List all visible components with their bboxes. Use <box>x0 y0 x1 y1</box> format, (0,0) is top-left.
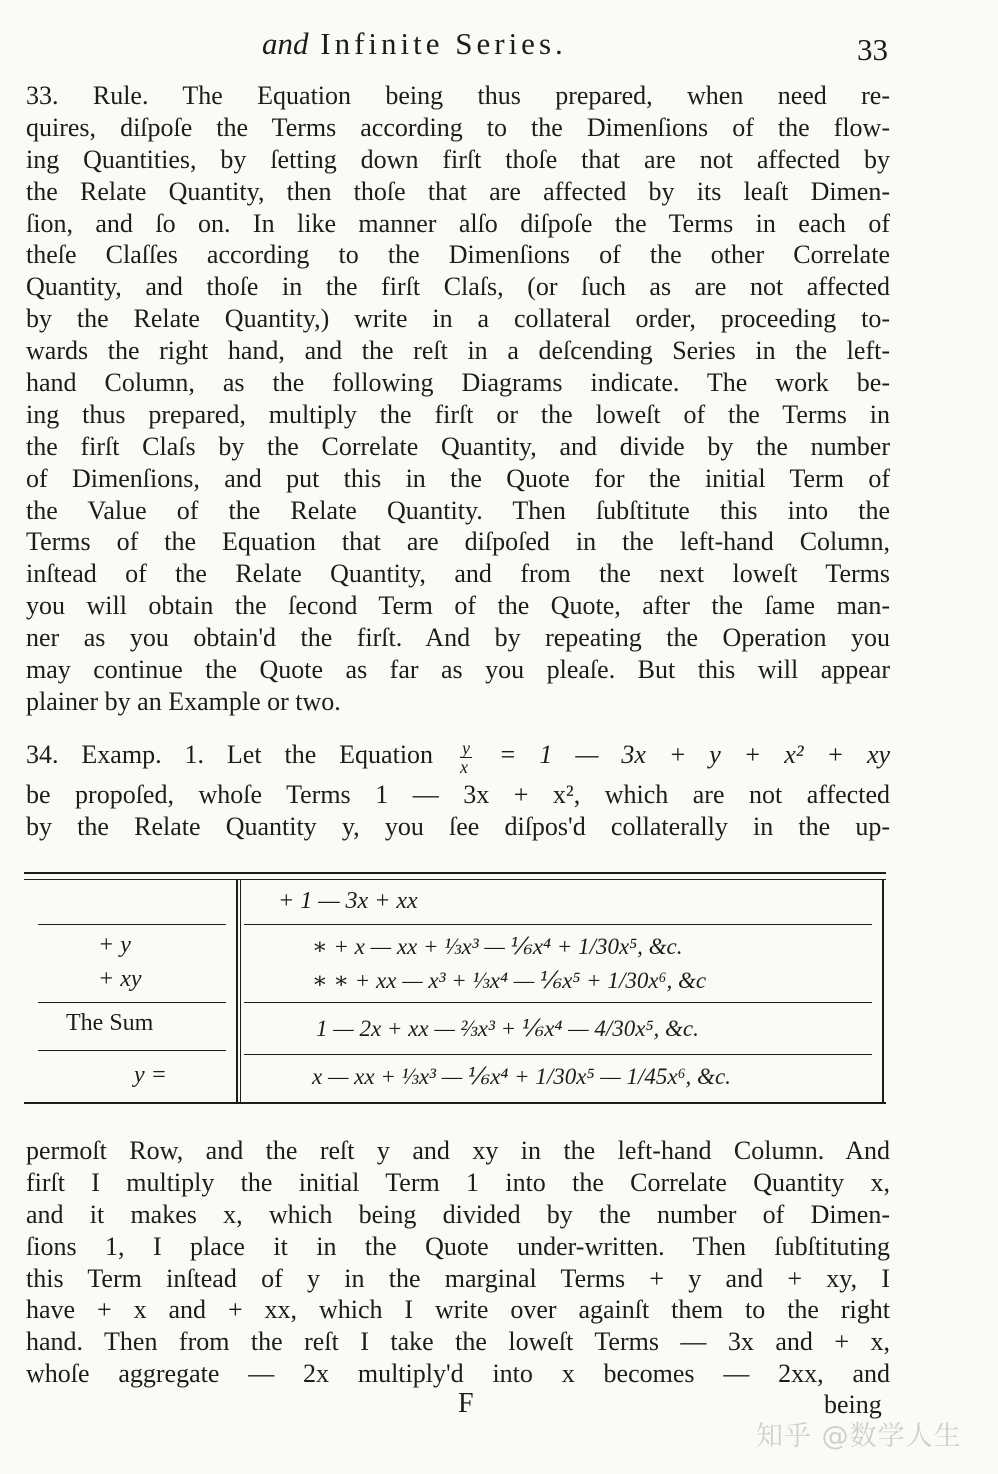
text-line: the Value of the Relate Quantity. Then ſubſtitute this into the <box>26 495 890 525</box>
watermark: 知乎 @数学人生 <box>756 1421 962 1452</box>
text-line: quires, diſpoſe the Terms according to the Dimenſions of the flow- <box>26 112 890 142</box>
text-line: of Dimenſions, and put this in the Quote for the initial Term of <box>26 463 890 493</box>
left-term-xy: + xy <box>98 966 142 992</box>
left-term-y: + y <box>98 932 131 958</box>
table-left-divider-thin <box>240 880 241 1102</box>
text-line: the Relate Quantity, then thoſe that are affected by its leaſt Dimen- <box>26 176 890 206</box>
text-line: wards the right hand, and the reſt in a deſcending Series in the left- <box>26 336 890 366</box>
example-heading: 34. Examp. 1. Let the Equation <box>26 740 434 769</box>
text-line: Quantity, and thoſe in the firſt Claſs, (or ſuch as are not affected <box>26 272 890 302</box>
text-line: ing Quantities, by ſetting down firſt thoſe that are not affected by <box>26 144 890 174</box>
page-header <box>0 22 998 72</box>
paragraph-example-34 <box>26 731 890 843</box>
text-line: firſt I multiply the initial Term 1 into the Correlate Quantity x, <box>26 1167 890 1197</box>
signature-mark: F <box>458 1388 474 1419</box>
row-y-terms: ∗ + x — xx + ⅓x³ — ⅙x⁴ + 1/30x⁵, &c. <box>312 934 683 959</box>
table-left-divider <box>236 880 238 1102</box>
text-line: theſe Claſſes according to the Dimenſions of the other Correlate <box>26 240 890 270</box>
running-head <box>262 26 567 62</box>
fraction-numerator: y <box>461 737 470 758</box>
table-bottom-rule <box>24 1102 886 1104</box>
equation-rhs: = 1 — 3x + y + x² + xy <box>498 740 891 769</box>
text-line: ſions 1, I place it in the Quote under-written. Then ſubſtituting <box>26 1231 890 1261</box>
right-rule-2 <box>244 1002 872 1003</box>
text-line: have + x and + xx, which I write over againſt them to the right <box>26 1295 890 1325</box>
catchword: being <box>824 1390 882 1419</box>
paragraph-explanation <box>26 1135 890 1390</box>
top-row-terms: + 1 — 3x + xx <box>278 888 418 914</box>
text-line: hand Column, as the following Diagrams indicate. The work be- <box>26 368 890 398</box>
right-rule-1 <box>244 924 872 925</box>
table-right-border <box>882 880 884 1102</box>
text-line: hand. Then from the reſt I take the loweſt Terms — 3x and + x, <box>26 1327 890 1357</box>
row-y-equals-terms: x — xx + ⅓x³ — ⅙x⁴ + 1/30x⁵ — 1/45x⁶, &c. <box>312 1064 731 1089</box>
text-line: plainer by an Example or two. <box>26 686 341 716</box>
text-line: ner as you obtain'd the firſt. And by repeating the Operation you <box>26 623 890 653</box>
running-head-italic: and <box>262 26 309 61</box>
row-xy-terms: ∗ ∗ + xx — x³ + ⅓x⁴ — ⅙x⁵ + 1/30x⁶, &c <box>312 968 707 993</box>
left-label-sum: The Sum <box>66 1010 154 1036</box>
left-label-y-equals: y = <box>134 1062 167 1088</box>
example-heading-line <box>26 731 890 779</box>
equation-fraction <box>460 739 472 776</box>
text-line: and it makes x, which being divided by the number of Dimen- <box>26 1199 890 1229</box>
left-rule-1 <box>38 924 226 925</box>
text-line: be propoſed, whoſe Terms 1 — 3x + x², which are not affected <box>26 780 890 809</box>
text-line: by the Relate Quantity y, you ſee diſpos'd collaterally in the up- <box>26 811 890 841</box>
text-line: ſion, and ſo on. In like manner alſo diſpoſe the Terms in each of <box>26 208 890 238</box>
table-top-rule <box>24 872 886 874</box>
fraction-denominator: x <box>459 756 468 777</box>
text-line: whoſe aggregate — 2x multiply'd into x becomes — 2xx, and <box>26 1359 890 1389</box>
text-line: the firſt Claſs by the Correlate Quantity, and divide by the number <box>26 431 890 461</box>
text-line: you will obtain the ſecond Term of the Quote, after the ſame man- <box>26 591 890 621</box>
text-line: 33. Rule. The Equation being thus prepared, when need re- <box>26 81 890 110</box>
paragraph-rule-33 <box>26 80 890 718</box>
text-line: this Term inſtead of y in the marginal Terms + y and + xy, I <box>26 1263 890 1293</box>
quote-diagram-table <box>24 872 886 1108</box>
text-line: permoſt Row, and the reſt y and xy in the left-hand Column. And <box>26 1136 890 1165</box>
running-head-title: Infinite Series. <box>320 26 567 61</box>
left-rule-3 <box>38 1050 226 1051</box>
text-line: ing thus prepared, multiply the firſt or the loweſt of the Terms in <box>26 399 890 429</box>
text-line: by the Relate Quantity,) write in a collateral order, proceeding to- <box>26 304 890 334</box>
text-line: Terms of the Equation that are diſpoſed in the left-hand Column, <box>26 527 890 557</box>
page-number: 33 <box>857 32 888 67</box>
row-sum-terms: 1 — 2x + xx — ⅔x³ + ⅙x⁴ — 4/30x⁵, &c. <box>316 1016 699 1041</box>
text-line: inſtead of the Relate Quantity, and from the next loweſt Terms <box>26 559 890 589</box>
table-top-rule-thin <box>24 879 886 880</box>
right-rule-3 <box>244 1054 872 1055</box>
text-line: may continue the Quote as far as you pleaſe. But this will appear <box>26 655 890 685</box>
left-rule-2 <box>38 1002 226 1003</box>
